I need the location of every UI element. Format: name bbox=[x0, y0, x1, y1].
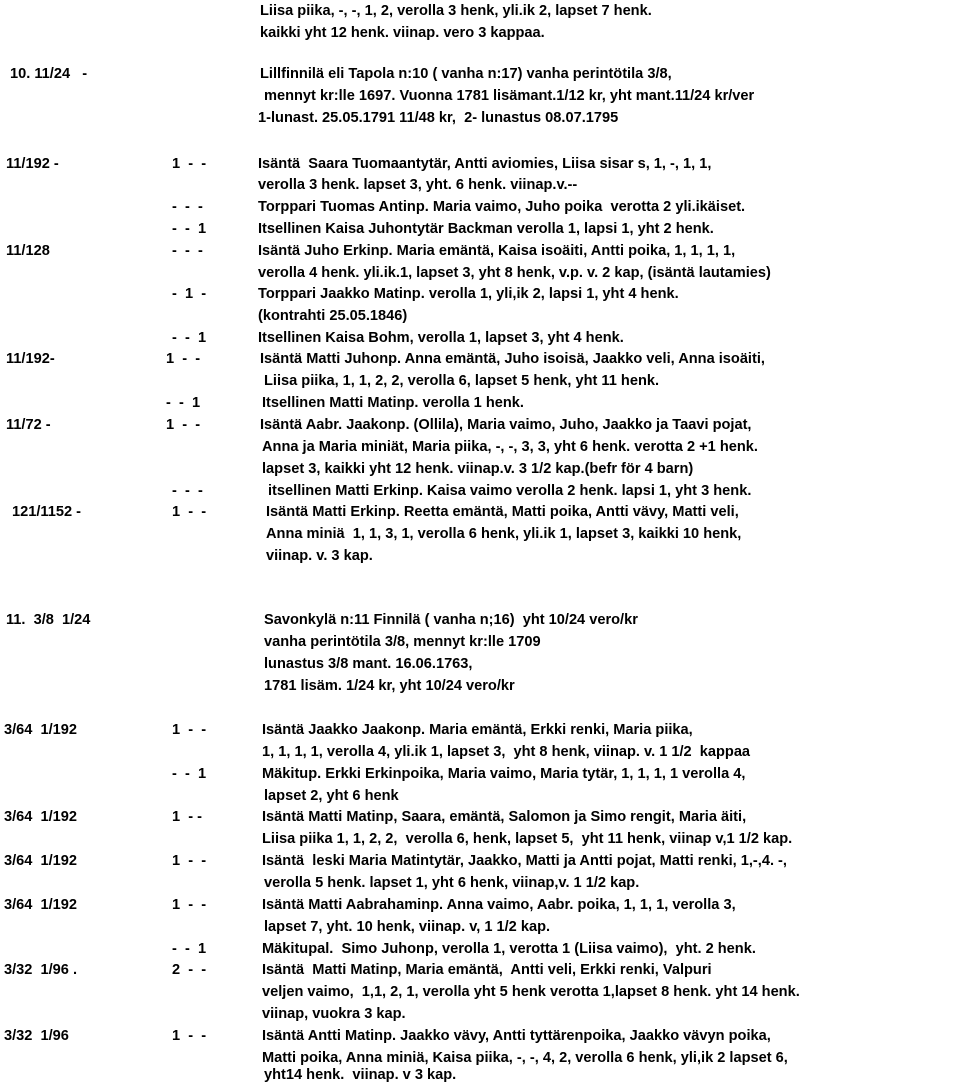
parcel-number: 11. 3/8 1/24 bbox=[6, 612, 91, 628]
entry-code: 1 - - bbox=[166, 417, 201, 433]
entry-line: veljen vaimo, 1,1, 2, 1, verolla yht 5 henk verotta 1,lapset 8 henk. yht 14 henk. bbox=[262, 984, 800, 1000]
entry-line: verolla 4 henk. yli.ik.1, lapset 3, yht 8 henk, v.p. v. 2 kap, (isäntä lautamies) bbox=[258, 265, 771, 281]
entry-code: - - 1 bbox=[172, 221, 207, 237]
entry-code: - - 1 bbox=[172, 766, 207, 782]
text-line: mennyt kr:lle 1697. Vuonna 1781 lisämant.1/12 kr, yht mant.11/24 kr/ver bbox=[264, 88, 755, 104]
entry-code: - 1 - bbox=[172, 286, 207, 302]
entry-code: - - 1 bbox=[166, 395, 201, 411]
entry-line: verolla 3 henk. lapset 3, yht. 6 henk. viinap.v.-- bbox=[258, 177, 578, 193]
text-line: Savonkylä n:11 Finnilä ( vanha n;16) yht 10/24 vero/kr bbox=[264, 612, 638, 628]
entry-line: Liisa piika, 1, 1, 2, 2, verolla 6, lapset 5 henk, yht 11 henk. bbox=[264, 373, 660, 389]
entry-line: yht14 henk. viinap. v 3 kap. bbox=[264, 1067, 457, 1083]
entry-id: 11/192- bbox=[6, 351, 55, 367]
entry-line: Matti poika, Anna miniä, Kaisa piika, -, -, 4, 2, verolla 6 henk, yli,ik 2 lapset 6, bbox=[262, 1050, 788, 1066]
entry-line: Itsellinen Matti Matinp. verolla 1 henk. bbox=[262, 395, 524, 411]
entry-code: 1 - - bbox=[172, 722, 207, 738]
entry-id: 3/64 1/192 bbox=[4, 853, 78, 869]
entry-line: Isäntä leski Maria Matintytär, Jaakko, Matti ja Antti pojat, Matti renki, 1,-,4. -, bbox=[262, 853, 787, 869]
entry-line: Anna ja Maria miniät, Maria piika, -, -, 3, 3, yht 6 henk. verotta 2 +1 henk. bbox=[262, 439, 758, 455]
entry-line: Isäntä Matti Aabrahaminp. Anna vaimo, Aabr. poika, 1, 1, 1, verolla 3, bbox=[262, 897, 736, 913]
entry-code: - - 1 bbox=[172, 330, 207, 346]
entry-id: 3/32 1/96 bbox=[4, 1028, 69, 1044]
text-line: Liisa piika, -, -, 1, 2, verolla 3 henk, yli.ik 2, lapset 7 henk. bbox=[260, 3, 652, 19]
entry-id: 11/128 bbox=[6, 243, 50, 259]
entry-code: - - 1 bbox=[172, 941, 207, 957]
entry-code: - - - bbox=[172, 243, 203, 259]
entry-code: 1 - - bbox=[172, 156, 207, 172]
entry-line: Isäntä Matti Matinp, Maria emäntä, Antti veli, Erkki renki, Valpuri bbox=[262, 962, 712, 978]
entry-id: 3/64 1/192 bbox=[4, 809, 78, 825]
parcel-number: 10. 11/24 - bbox=[10, 66, 88, 82]
text-line: 1-lunast. 25.05.1791 11/48 kr, 2- lunastus 08.07.1795 bbox=[258, 110, 619, 126]
entry-line: viinap, vuokra 3 kap. bbox=[262, 1006, 406, 1022]
entry-line: Isäntä Saara Tuomaantytär, Antti aviomies, Liisa sisar s, 1, -, 1, 1, bbox=[258, 156, 712, 172]
entry-line: Isäntä Matti Erkinp. Reetta emäntä, Matti poika, Antti vävy, Matti veli, bbox=[266, 504, 739, 520]
entry-line: Isäntä Antti Matinp. Jaakko vävy, Antti tyttärenpoika, Jaakko vävyn poika, bbox=[262, 1028, 771, 1044]
entry-id: 3/64 1/192 bbox=[4, 897, 78, 913]
entry-code: 1 - - bbox=[172, 1028, 207, 1044]
entry-code: - - - bbox=[172, 483, 203, 499]
entry-line: lapset 7, yht. 10 henk, viinap. v, 1 1/2 kap. bbox=[264, 919, 551, 935]
entry-code: 1 - - bbox=[172, 809, 202, 825]
entry-line: Isäntä Matti Matinp, Saara, emäntä, Salomon ja Simo rengit, Maria äiti, bbox=[262, 809, 747, 825]
entry-code: 1 - - bbox=[172, 853, 207, 869]
entry-code: 1 - - bbox=[172, 504, 207, 520]
entry-line: Torppari Jaakko Matinp. verolla 1, yli,ik 2, lapsi 1, yht 4 henk. bbox=[258, 286, 679, 302]
text-line: Lillfinnilä eli Tapola n:10 ( vanha n:17) vanha perintötila 3/8, bbox=[260, 66, 672, 82]
entry-code: 1 - - bbox=[166, 351, 201, 367]
entry-line: lapset 3, kaikki yht 12 henk. viinap.v. 3 1/2 kap.(befr för 4 barn) bbox=[262, 461, 694, 477]
entry-id: 3/64 1/192 bbox=[4, 722, 78, 738]
entry-line: Itsellinen Kaisa Juhontytär Backman verolla 1, lapsi 1, yht 2 henk. bbox=[258, 221, 714, 237]
text-line: kaikki yht 12 henk. viinap. vero 3 kappaa. bbox=[260, 25, 545, 41]
text-line: lunastus 3/8 mant. 16.06.1763, bbox=[264, 656, 473, 672]
entry-line: Isäntä Juho Erkinp. Maria emäntä, Kaisa isoäiti, Antti poika, 1, 1, 1, 1, bbox=[258, 243, 736, 259]
entry-line: Isäntä Jaakko Jaakonp. Maria emäntä, Erkki renki, Maria piika, bbox=[262, 722, 693, 738]
entry-line: Itsellinen Kaisa Bohm, verolla 1, lapset 3, yht 4 henk. bbox=[258, 330, 624, 346]
entry-line: verolla 5 henk. lapset 1, yht 6 henk, viinap,v. 1 1/2 kap. bbox=[264, 875, 640, 891]
entry-code: 1 - - bbox=[172, 897, 207, 913]
text-line: vanha perintötila 3/8, mennyt kr:lle 1709 bbox=[264, 634, 541, 650]
entry-code: 2 - - bbox=[172, 962, 207, 978]
entry-id: 11/72 - bbox=[6, 417, 51, 433]
entry-line: Mäkitup. Erkki Erkinpoika, Maria vaimo, Maria tytär, 1, 1, 1, 1 verolla 4, bbox=[262, 766, 746, 782]
entry-code: - - - bbox=[172, 199, 203, 215]
entry-line: Torppari Tuomas Antinp. Maria vaimo, Juho poika verotta 2 yli.ikäiset. bbox=[258, 199, 746, 215]
text-line: 1781 lisäm. 1/24 kr, yht 10/24 vero/kr bbox=[264, 678, 515, 694]
entry-line: Liisa piika 1, 1, 2, 2, verolla 6, henk, lapset 5, yht 11 henk, viinap v,1 1/2 kap. bbox=[262, 831, 793, 847]
entry-line: lapset 2, yht 6 henk bbox=[264, 788, 399, 804]
entry-line: 1, 1, 1, 1, verolla 4, yli.ik 1, lapset 3, yht 8 henk, viinap. v. 1 1/2 kappaa bbox=[262, 744, 751, 760]
entry-line: itsellinen Matti Erkinp. Kaisa vaimo verolla 2 henk. lapsi 1, yht 3 henk. bbox=[268, 483, 752, 499]
entry-id: 121/1152 - bbox=[12, 504, 81, 520]
entry-line: (kontrahti 25.05.1846) bbox=[258, 308, 408, 324]
entry-line: Mäkitupal. Simo Juhonp, verolla 1, verotta 1 (Liisa vaimo), yht. 2 henk. bbox=[262, 941, 756, 957]
entry-line: Isäntä Matti Juhonp. Anna emäntä, Juho isoisä, Jaakko veli, Anna isoäiti, bbox=[260, 351, 765, 367]
entry-line: viinap. v. 3 kap. bbox=[266, 548, 373, 564]
entry-id: 11/192 - bbox=[6, 156, 59, 172]
entry-line: Isäntä Aabr. Jaakonp. (Ollila), Maria vaimo, Juho, Jaakko ja Taavi pojat, bbox=[260, 417, 752, 433]
entry-line: Anna miniä 1, 1, 3, 1, verolla 6 henk, yli.ik 1, lapset 3, kaikki 10 henk, bbox=[266, 526, 742, 542]
entry-id: 3/32 1/96 . bbox=[4, 962, 78, 978]
